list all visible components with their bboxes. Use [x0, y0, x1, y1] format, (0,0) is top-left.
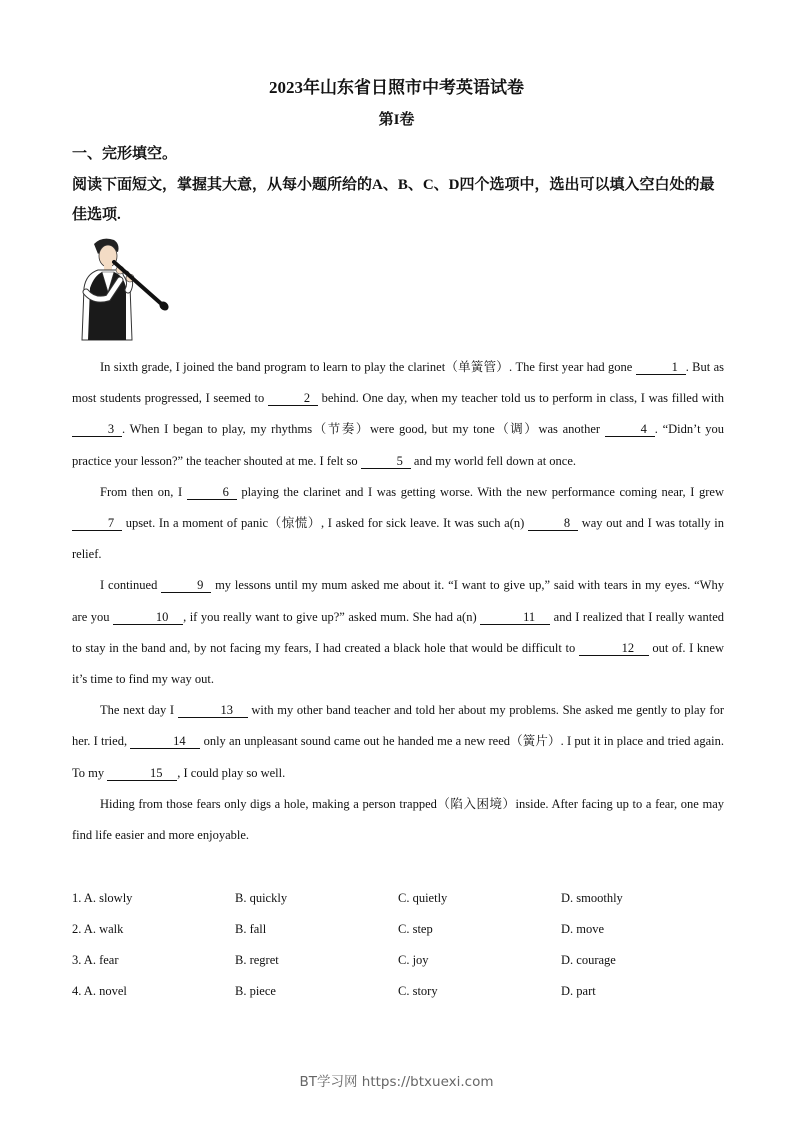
clarinet-player-icon	[72, 236, 172, 344]
option-d: D. smoothly	[561, 891, 623, 905]
option-c: C. step	[398, 922, 433, 936]
option-a: 3. A. fear	[72, 953, 119, 967]
blank-1: 1	[636, 360, 686, 375]
blank-3: 3	[72, 422, 122, 437]
passage-text: my lessons until my mum asked me about it. “I want to give up,” said with tears in my eyes. “Why are you	[72, 578, 724, 624]
passage-text: with my other band teacher and told her about my problems. She asked me gently to play for her. I tried,	[72, 703, 724, 749]
passage-paragraph	[72, 570, 724, 695]
footer-watermark: BT学习网 https://btxuexi.com	[299, 1074, 494, 1090]
blank-5: 5	[361, 454, 411, 469]
option-c: C. quietly	[398, 891, 448, 905]
passage-paragraph	[72, 477, 724, 571]
option-b: B. regret	[235, 953, 279, 967]
volume-label: 第I卷	[378, 112, 415, 128]
passage-text: , I could play so well.	[177, 765, 286, 780]
option-c: C. joy	[398, 953, 429, 967]
instruction-text: 阅读下面短文，掌握其大意，从每小题所给的A、B、C、D四个选项中，选出可以填入空白处的最佳选项.	[72, 177, 715, 223]
option-d: D. move	[561, 922, 605, 936]
passage-text: The next day I	[100, 703, 178, 718]
blank-11: 11	[480, 610, 550, 625]
section-heading: 一、完形填空。	[72, 146, 178, 162]
passage-text: and my world fell down at once.	[410, 453, 577, 468]
option-a: 4. A. novel	[72, 984, 127, 998]
blank-4: 4	[605, 422, 655, 437]
option-b: B. piece	[235, 984, 276, 998]
passage-paragraph	[72, 352, 724, 477]
passage-text: . When I began to play, my rhythms（节奏）were good, but my tone（调）was another	[122, 422, 605, 437]
blank-7: 7	[72, 516, 122, 531]
blank-13: 13	[178, 703, 248, 718]
passage	[72, 352, 724, 851]
blank-14: 14	[130, 734, 200, 749]
option-d: D. part	[561, 984, 596, 998]
question-row	[72, 883, 724, 914]
passage-text: From then on, I	[100, 484, 187, 499]
blank-15: 15	[107, 766, 177, 781]
passage-text: , if you really want to give up?” asked mum. She had a(n)	[183, 609, 481, 624]
passage-text: only an unpleasant sound came out he handed me a new reed（簧片）. I put it in place and tried again. To my	[72, 734, 724, 780]
passage-text: I continued	[100, 578, 162, 593]
blank-10: 10	[113, 610, 183, 625]
blank-9: 9	[161, 578, 211, 593]
option-d: D. courage	[561, 953, 616, 967]
question-row	[72, 976, 724, 1007]
page-title: 2023年山东省日照市中考英语试卷	[269, 78, 524, 97]
passage-text: playing the clarinet and I was getting worse. With the new performance coming near, I grew	[236, 484, 724, 499]
blank-8: 8	[528, 516, 578, 531]
passage-text: upset. In a moment of panic（惊慌）, I asked for sick leave. It was such a(n)	[122, 516, 528, 531]
option-b: B. quickly	[235, 891, 288, 905]
passage-text: Hiding from those fears only digs a hole, making a person trapped（陷入困境）inside. After facing up to a fear, one may find life easier and more enjoyable.	[72, 796, 724, 843]
question-row	[72, 945, 724, 976]
blank-2: 2	[268, 391, 318, 406]
passage-text: behind. One day, when my teacher told us to perform in class, I was filled with	[317, 391, 724, 406]
blank-12: 12	[579, 641, 649, 656]
answer-options	[72, 883, 724, 1007]
passage-text: and I realized that I really wanted to stay in the band and, by not facing my fears, I had created a black hole that would be difficult to	[72, 609, 725, 655]
passage-text: . “Didn’t you practice your lesson?” the teacher shouted at me. I felt so	[72, 422, 724, 468]
passage-text: out of. I knew it’s time to find my way out.	[72, 640, 724, 687]
option-b: B. fall	[235, 922, 267, 936]
passage-text: In sixth grade, I joined the band program to learn to play the clarinet（单簧管）. The first year had gone	[100, 360, 636, 374]
passage-paragraph	[72, 789, 724, 851]
option-c: C. story	[398, 984, 438, 998]
question-row	[72, 914, 724, 945]
passage-text: way out and I was totally in relief.	[72, 516, 724, 562]
passage-paragraph	[72, 695, 724, 789]
option-a: 2. A. walk	[72, 922, 124, 936]
option-a: 1. A. slowly	[72, 891, 133, 905]
blank-6: 6	[187, 485, 237, 500]
passage-text: . But as most students progressed, I seemed to	[72, 360, 724, 406]
